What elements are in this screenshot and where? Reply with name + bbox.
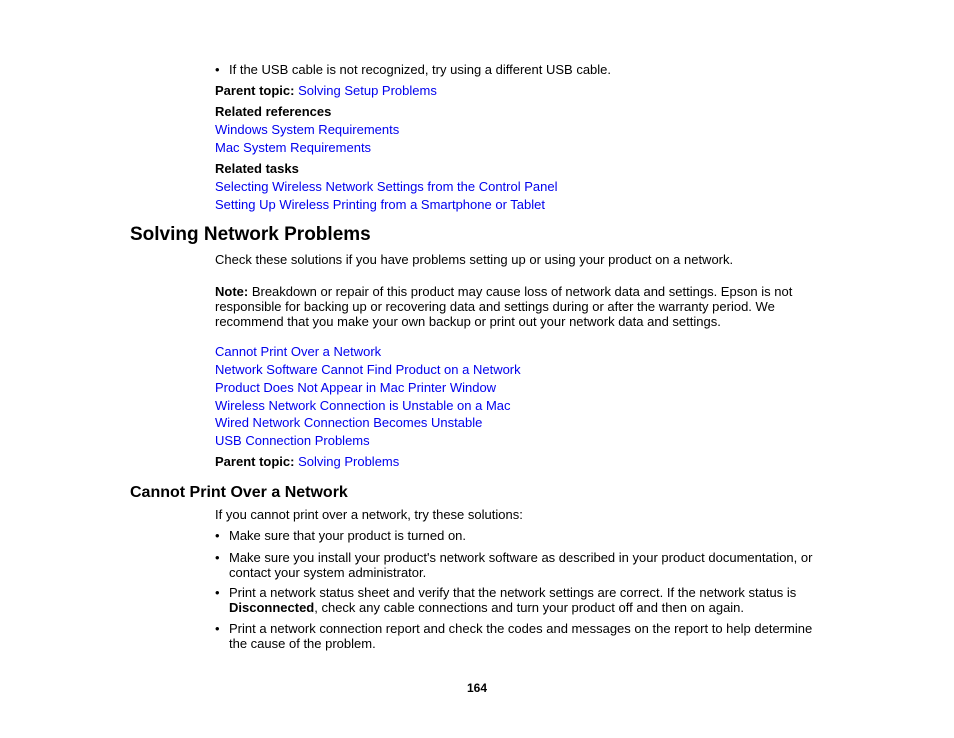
link-setting-up-wireless-printing[interactable]: Setting Up Wireless Printing from a Smartphone or Tablet [215,197,545,212]
note-block [215,284,835,329]
bullet-dot: • [215,550,220,565]
link-solving-problems[interactable]: Solving Problems [298,454,400,469]
related-references-heading: Related references [215,104,332,119]
note-line-2: responsible for backing up or recovering data and settings during or after the warranty period. We [215,299,775,314]
bullet-text-line: contact your system administrator. [229,565,427,580]
link-solving-setup-problems[interactable]: Solving Setup Problems [298,83,437,98]
note-label: Note: [215,284,249,299]
bullet-dot: • [215,621,220,636]
note-line-3: recommend that you make your own backup or print out your network data and settings. [215,314,721,329]
link-windows-system-requirements[interactable]: Windows System Requirements [215,122,400,137]
link-wired-unstable[interactable]: Wired Network Connection Becomes Unstable [215,415,483,430]
bullet-dot: • [215,528,220,543]
parent-topic-setup [215,83,835,98]
status-disconnected: Disconnected [229,600,315,615]
page-number: 164 [466,681,488,695]
bullet-dot: • [215,585,220,600]
bullet-text: Make sure that your product is turned on. [229,528,467,543]
parent-topic-label: Parent topic: [215,454,295,469]
note-line-1: Breakdown or repair of this product may cause loss of network data and settings. Epson is not [248,284,793,299]
section-title-cannot-print-over-network: Cannot Print Over a Network [130,484,348,501]
parent-topic-problems [215,454,835,469]
bullet-text-line: , check any cable connections and turn your product off and then on again. [314,600,745,615]
section1-intro: Check these solutions if you have problems setting up or using your product on a network. [215,252,734,267]
bullet-text-line: Make sure you install your product's network software as described in your product documentation, or [229,550,813,565]
bullet-text-line: Print a network connection report and check the codes and messages on the report to help determine [229,621,813,636]
parent-topic-label: Parent topic: [215,83,295,98]
bullet-dot: • [215,62,220,77]
section-title-solving-network-problems: Solving Network Problems [130,224,371,245]
link-wireless-unstable-mac[interactable]: Wireless Network Connection is Unstable on a Mac [215,398,511,413]
section2-intro: If you cannot print over a network, try these solutions: [215,507,523,522]
link-selecting-wireless-settings[interactable]: Selecting Wireless Network Settings from the Control Panel [215,179,558,194]
link-cannot-print-over-network[interactable]: Cannot Print Over a Network [215,344,382,359]
link-product-not-in-mac-window[interactable]: Product Does Not Appear in Mac Printer Window [215,380,497,395]
bullet-text-line: the cause of the problem. [229,636,376,651]
link-network-software-cannot-find[interactable]: Network Software Cannot Find Product on a Network [215,362,521,377]
bullet-text-line: Print a network status sheet and verify that the network settings are correct. If the network status is [229,585,797,600]
link-usb-connection-problems[interactable]: USB Connection Problems [215,433,370,448]
related-tasks-heading: Related tasks [215,161,299,176]
link-mac-system-requirements[interactable]: Mac System Requirements [215,140,372,155]
bullet-text: If the USB cable is not recognized, try using a different USB cable. [229,62,612,77]
